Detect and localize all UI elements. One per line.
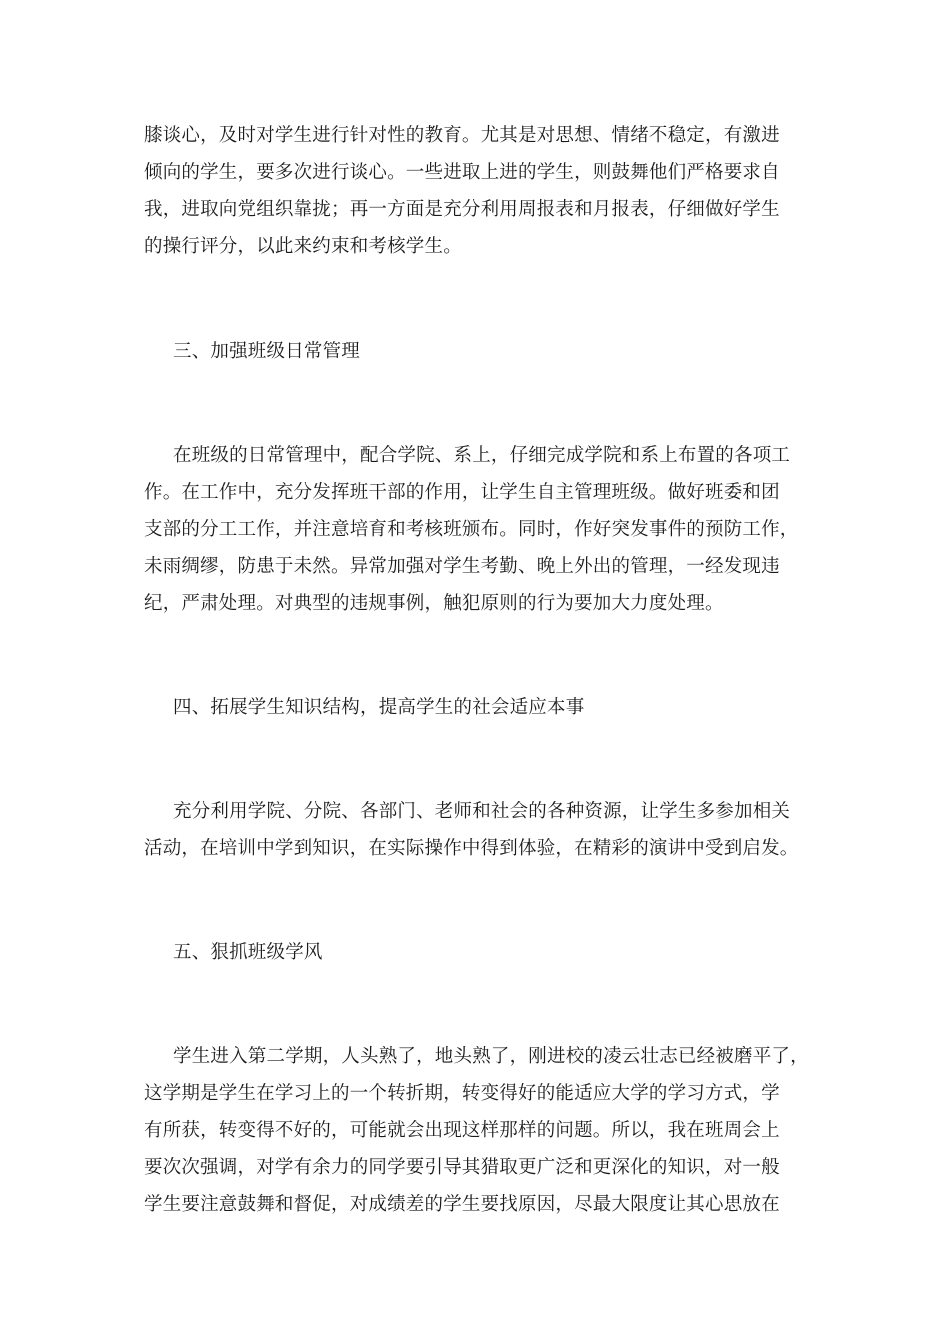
section-heading: 三、加强班级日常管理 — [173, 341, 361, 362]
section-heading: 四、拓展学生知识结构，提高学生的社会适应本事 — [173, 697, 585, 718]
body-text-line: 学生进入第二学期，人头熟了，地头熟了，刚进校的凌云壮志已经被磨平了， — [173, 1046, 809, 1067]
body-text-line: 未雨绸缪，防患于未然。异常加强对学生考勤、晚上外出的管理，一经发现违 — [144, 556, 780, 577]
section-heading: 五、狠抓班级学风 — [173, 942, 323, 963]
body-text-line: 纪，严肃处理。对典型的违规事例，触犯原则的行为要加大力度处理。 — [144, 593, 724, 614]
body-text-line: 在班级的日常管理中，配合学院、系上，仔细完成学院和系上布置的各项工 — [173, 445, 791, 466]
body-text-line: 有所获，转变得不好的，可能就会出现这样那样的问题。所以，我在班周会上 — [144, 1120, 780, 1141]
body-text-line: 的操行评分，以此来约束和考核学生。 — [144, 236, 462, 257]
body-text-line: 活动，在培训中学到知识，在实际操作中得到体验，在精彩的演讲中受到启发。 — [144, 838, 799, 859]
body-text-line: 支部的分工工作，并注意培育和考核班颁布。同时，作好突发事件的预防工作， — [144, 519, 799, 540]
body-text-line: 要次次强调，对学有余力的同学要引导其猎取更广泛和更深化的知识，对一般 — [144, 1157, 780, 1178]
body-text-line: 倾向的学生，要多次进行谈心。一些进取上进的学生，则鼓舞他们严格要求自 — [144, 162, 780, 183]
body-text-line: 充分利用学院、分院、各部门、老师和社会的各种资源，让学生多参加相关 — [173, 801, 791, 822]
body-text-line: 作。在工作中，充分发挥班干部的作用，让学生自主管理班级。做好班委和团 — [144, 482, 780, 503]
body-text-line: 学生要注意鼓舞和督促，对成绩差的学生要找原因，尽最大限度让其心思放在 — [144, 1194, 780, 1215]
body-text-line: 我，进取向党组织靠拢；再一方面是充分利用周报表和月报表，仔细做好学生 — [144, 199, 780, 220]
body-text-line: 这学期是学生在学习上的一个转折期，转变得好的能适应大学的学习方式，学 — [144, 1083, 780, 1104]
body-text-line: 膝谈心，及时对学生进行针对性的教育。尤其是对思想、情绪不稳定，有激进 — [144, 125, 780, 146]
